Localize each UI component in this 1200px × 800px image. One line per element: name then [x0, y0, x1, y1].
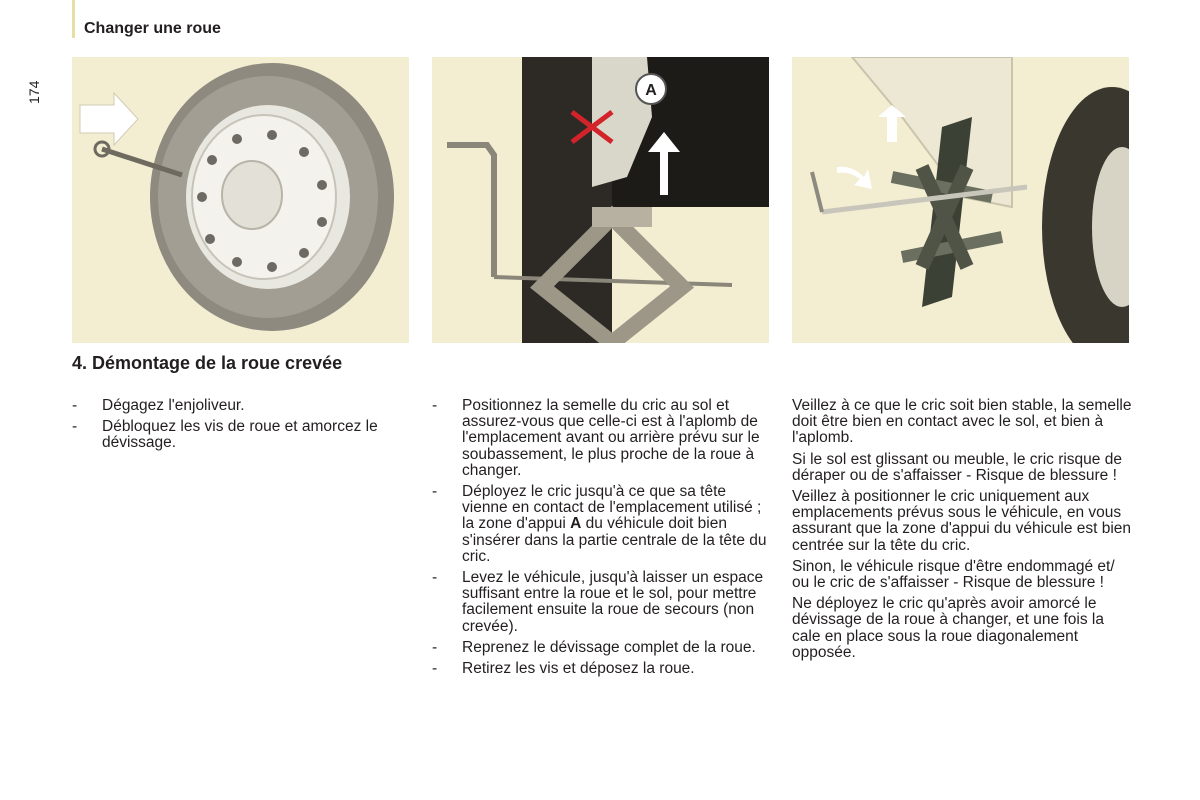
- jack-raising-illustration: [792, 57, 1129, 343]
- list-item: - Dégagez l'enjoliveur.: [72, 398, 382, 414]
- page-header-title: Changer une roue: [84, 20, 221, 37]
- list-item-text: Déployez le cric jusqu'à ce que sa tête vienne en contact de l'emplacement utilisé ; la zone d'appui: [462, 483, 762, 533]
- column-2: [432, 398, 772, 682]
- list-item: - Reprenez le dévissage complet de la roue.: [432, 640, 772, 656]
- section-title: 4. Démontage de la roue crevée: [72, 353, 343, 373]
- spare-wheel-wrench-illustration: [72, 57, 409, 343]
- support-zone-marker-label: A: [645, 82, 657, 99]
- list-item: - Positionnez la semelle du cric au sol et assurez-vous que celle-ci est à l'aplomb de l'emplacement avant ou arrière prévu sur le soubassement, le plus proche de la roue à changer.: [432, 398, 772, 479]
- list-item: - Débloquez les vis de roue et amorcez le dévissage.: [72, 419, 382, 451]
- list-item-text: du véhicule doit bien s'insérer dans la partie centrale de la tête du cric.: [462, 515, 767, 565]
- list-item: [432, 484, 772, 565]
- list-item: - Levez le véhicule, jusqu'à laisser un espace suffisant entre la roue et le sol, pour mettre facilement ensuite la roue de secours (non crevée).: [432, 570, 772, 635]
- paragraph: Ne déployez le cric qu'après avoir amorcé le dévissage de la roue à changer, et une fois la cale en place sous la roue diagonalement opposée.: [792, 595, 1104, 661]
- support-zone-label: A: [570, 515, 582, 533]
- list-item: - Retirez les vis et déposez la roue.: [432, 661, 772, 677]
- paragraph: Veillez à positionner le cric uniquement aux emplacements prévus sous le véhicule, en vous assurant que la zone d'appui du véhicule est bien centrée sur la tête du cric.: [792, 488, 1132, 554]
- column-1: [72, 398, 382, 457]
- paragraph: Sinon, le véhicule risque d'être endommagé et/ ou le cric de s'affaisser - Risque de blessure !: [792, 557, 1115, 592]
- jack-position-illustration: [432, 57, 769, 343]
- page-number: 174: [26, 80, 42, 104]
- column-3: [792, 398, 1132, 666]
- paragraph: Veillez à ce que le cric soit bien stable, la semelle doit être bien en contact avec le sol, et bien à l'aplomb.: [792, 397, 1132, 447]
- paragraph: Si le sol est glissant ou meuble, le cric risque de déraper ou de s'affaisser - Risque de blessure !: [792, 450, 1122, 484]
- header-accent-bar: [72, 0, 75, 38]
